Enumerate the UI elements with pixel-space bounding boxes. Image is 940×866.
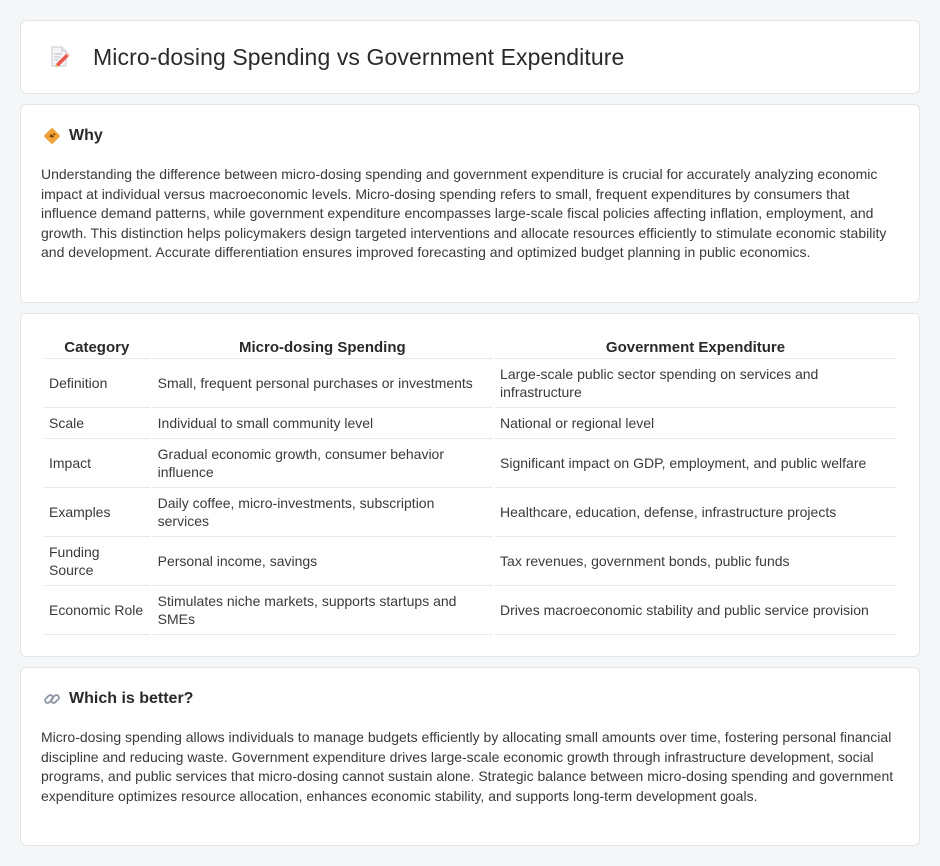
row-government: Drives macroeconomic stability and public service provision [495, 586, 896, 635]
row-micro-dosing: Individual to small community level [153, 408, 492, 439]
comparison-card [20, 313, 920, 657]
better-heading [43, 690, 193, 708]
memo-pencil-icon [47, 45, 71, 69]
table-header-row [44, 336, 896, 359]
row-micro-dosing: Small, frequent personal purchases or investments [153, 359, 492, 408]
row-category: Impact [44, 439, 150, 488]
row-micro-dosing: Personal income, savings [153, 537, 492, 586]
why-title: Why [69, 127, 103, 144]
header-card [20, 20, 920, 94]
row-government: Significant impact on GDP, employment, and public welfare [495, 439, 896, 488]
table-row [44, 586, 896, 635]
which-is-better-card [20, 667, 920, 846]
why-body: Understanding the difference between micro-dosing spending and government expenditure is crucial for accurately analyzing economic impact at individual versus macroeconomic levels. Micro-dosing spending refers to small, frequent expenditures by consumers that influence demand patterns, while government expenditure encompasses large-scale fiscal policies affecting inflation, employment, and growth. This distinction helps policymakers design targeted interventions and allocate resources efficiently to stimulate economic stability and development. Accurate differentiation ensures improved forecasting and optimized budget planning in public economics. [41, 166, 887, 261]
table-row [44, 439, 896, 488]
better-title: Which is better? [69, 690, 194, 707]
row-category: Funding Source [44, 537, 150, 586]
column-header-category: Category [44, 336, 150, 359]
row-category: Economic Role [44, 586, 150, 635]
link-icon [43, 690, 61, 708]
row-micro-dosing: Daily coffee, micro-investments, subscription services [153, 488, 492, 537]
row-micro-dosing: Stimulates niche markets, supports startups and SMEs [153, 586, 492, 635]
row-category: Examples [44, 488, 150, 537]
row-government: National or regional level [495, 408, 896, 439]
row-government: Healthcare, education, defense, infrastructure projects [495, 488, 896, 537]
better-body: Micro-dosing spending allows individuals to manage budgets efficiently by allocating small amounts over time, fostering personal financial discipline and reducing waste. Government expenditure drives large-scale economic growth through infrastructure development, social programs, and public services that micro-dosing cannot sustain alone. Strategic balance between micro-dosing spending and government expenditure optimizes resource allocation, enhances economic stability, and supports long-term development goals. [41, 729, 894, 804]
row-government: Tax revenues, government bonds, public funds [495, 537, 896, 586]
page-title: Micro-dosing Spending vs Government Expenditure [93, 43, 625, 70]
comparison-table [41, 336, 899, 635]
row-government: Large-scale public sector spending on services and infrastructure [495, 359, 896, 408]
table-row [44, 408, 896, 439]
row-micro-dosing: Gradual economic growth, consumer behavior influence [153, 439, 492, 488]
row-category: Scale [44, 408, 150, 439]
column-header-government: Government Expenditure [495, 336, 896, 359]
why-heading [43, 127, 103, 145]
table-row [44, 488, 896, 537]
row-category: Definition [44, 359, 150, 408]
diamond-sign-icon [43, 127, 61, 145]
table-row [44, 359, 896, 408]
why-card [20, 104, 920, 303]
column-header-micro-dosing: Micro-dosing Spending [153, 336, 492, 359]
table-row [44, 537, 896, 586]
